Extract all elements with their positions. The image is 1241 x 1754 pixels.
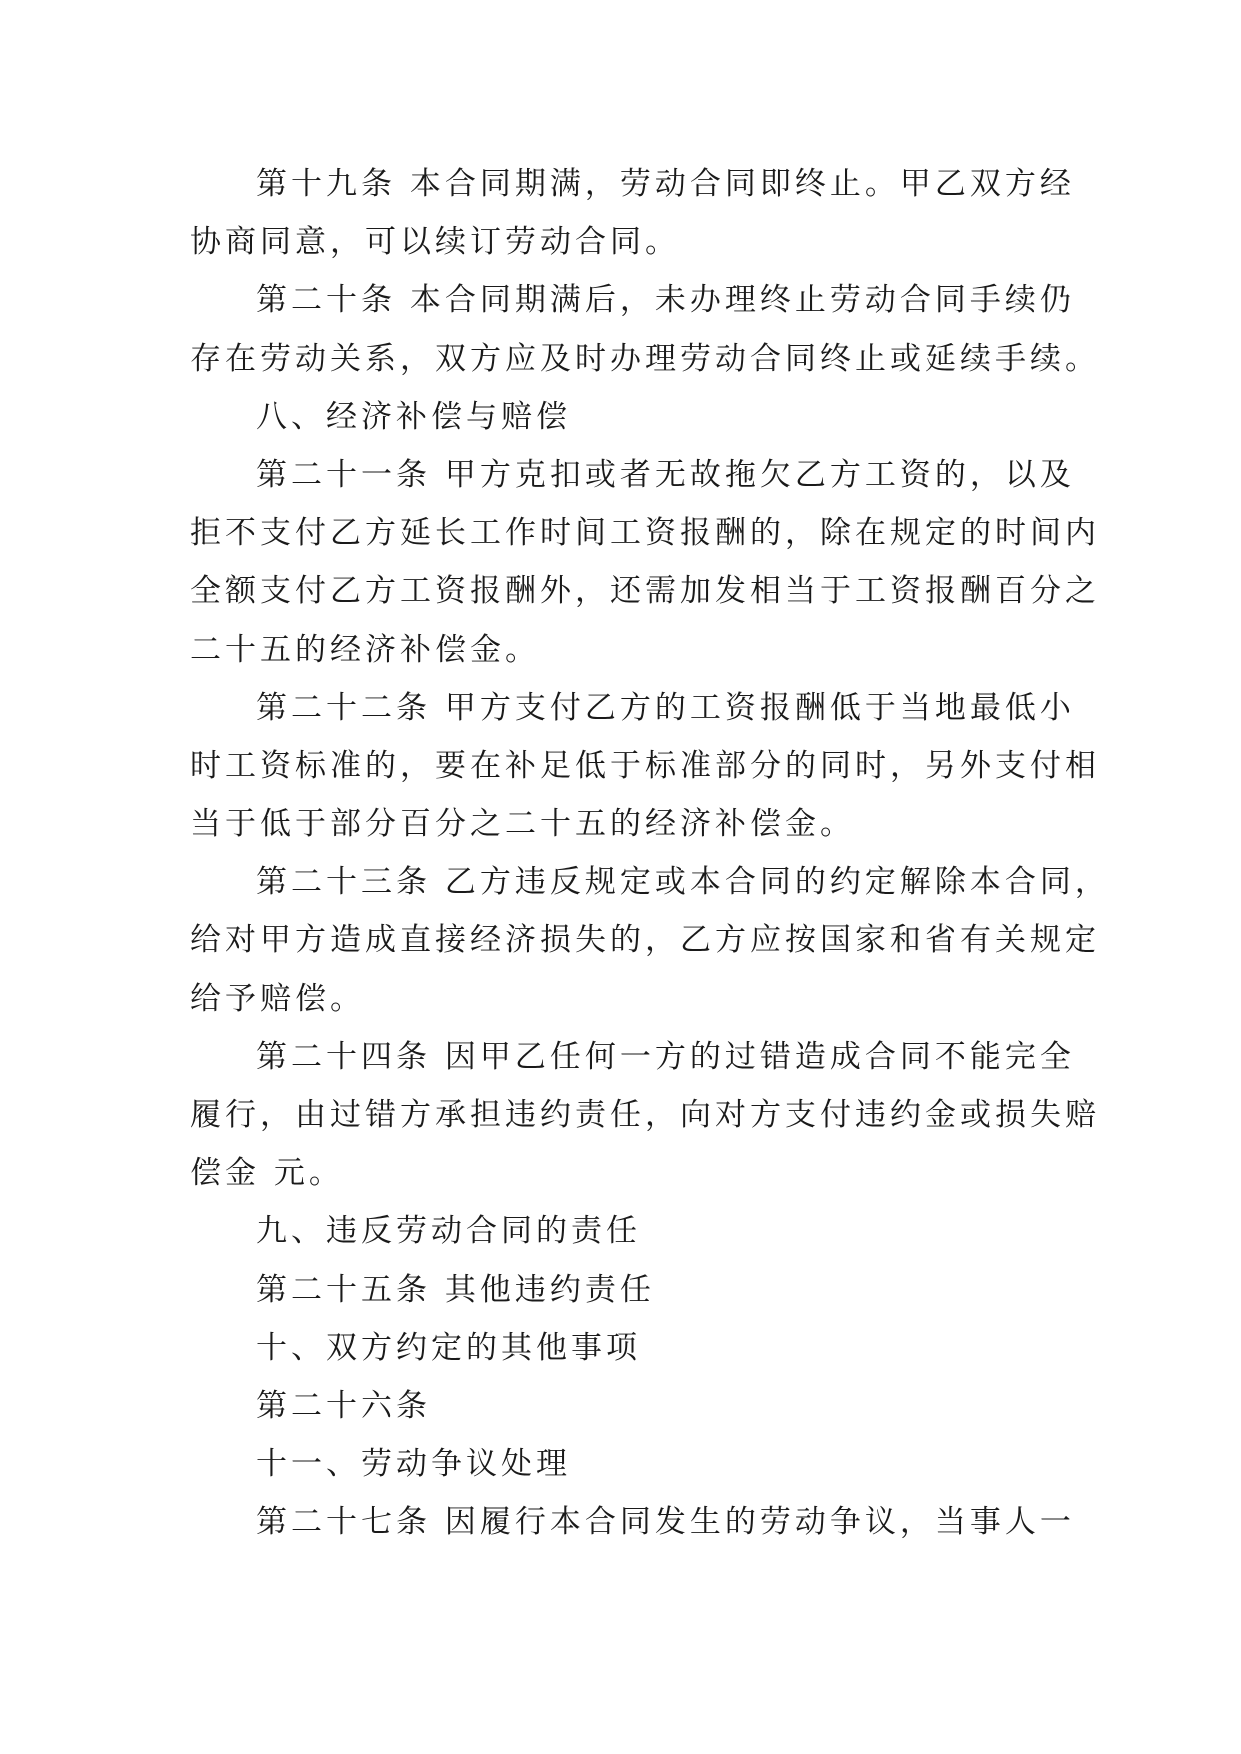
article-24-line-3: 偿金 元。 bbox=[190, 1155, 344, 1192]
article-27-line-1: 第二十七条 因履行本合同发生的劳动争议，当事人一 bbox=[256, 1504, 1075, 1541]
article-21-line-1: 第二十一条 甲方克扣或者无故拖欠乙方工资的，以及 bbox=[256, 456, 1075, 493]
article-21-line-2: 拒不支付乙方延长工作时间工资报酬的，除在规定的时间内 bbox=[190, 515, 1100, 552]
article-20-line-2: 存在劳动关系，双方应及时办理劳动合同终止或延续手续。 bbox=[190, 340, 1100, 377]
section-9-heading: 九、违反劳动合同的责任 bbox=[256, 1213, 641, 1250]
article-20-line-1: 第二十条 本合同期满后，未办理终止劳动合同手续仍 bbox=[256, 282, 1075, 319]
article-22-line-1: 第二十二条 甲方支付乙方的工资报酬低于当地最低小 bbox=[256, 689, 1075, 726]
section-10-heading: 十、双方约定的其他事项 bbox=[256, 1329, 641, 1366]
article-21-line-4: 二十五的经济补偿金。 bbox=[190, 631, 540, 668]
article-25-line-1: 第二十五条 其他违约责任 bbox=[256, 1271, 655, 1308]
article-22-line-3: 当于低于部分百分之二十五的经济补偿金。 bbox=[190, 806, 855, 843]
section-8-heading: 八、经济补偿与赔偿 bbox=[256, 398, 571, 435]
article-19-line-1: 第十九条 本合同期满，劳动合同即终止。甲乙双方经 bbox=[256, 166, 1075, 202]
article-21-line-3: 全额支付乙方工资报酬外，还需加发相当于工资报酬百分之 bbox=[190, 573, 1100, 610]
article-19-line-2: 协商同意，可以续订劳动合同。 bbox=[190, 224, 680, 261]
article-24-line-2: 履行，由过错方承担违约责任，向对方支付违约金或损失赔 bbox=[190, 1097, 1100, 1133]
article-23-line-1: 第二十三条 乙方违反规定或本合同的约定解除本合同， bbox=[256, 864, 1110, 901]
article-23-line-3: 给予赔偿。 bbox=[190, 980, 365, 1017]
contract-text-body bbox=[190, 155, 1110, 1552]
article-22-line-2: 时工资标准的，要在补足低于标准部分的同时，另外支付相 bbox=[190, 747, 1100, 784]
article-26-line-1: 第二十六条 bbox=[256, 1387, 431, 1424]
article-24-line-1: 第二十四条 因甲乙任何一方的过错造成合同不能完全 bbox=[256, 1038, 1075, 1075]
article-23-line-2: 给对甲方造成直接经济损失的，乙方应按国家和省有关规定 bbox=[190, 922, 1100, 959]
section-11-heading: 十一、劳动争议处理 bbox=[256, 1446, 571, 1483]
